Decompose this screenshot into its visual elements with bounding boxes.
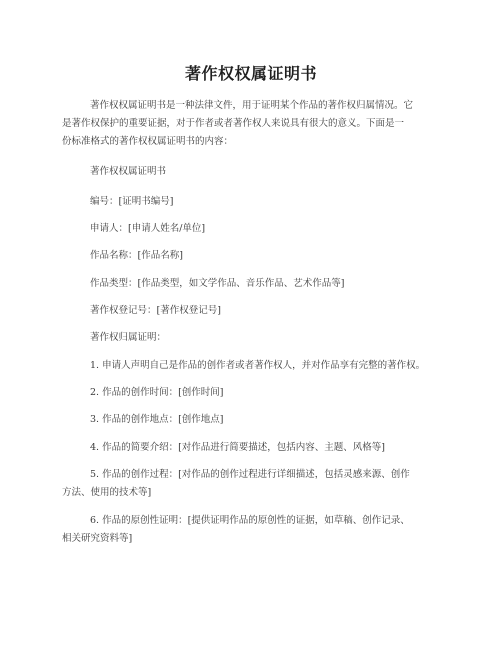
- list-item-continuation: 方法、使用的技术等]: [62, 487, 152, 498]
- list-item-continuation: 相关研究资料等]: [62, 533, 133, 544]
- list-item: 5. 作品的创作过程：[对作品的创作过程进行详细描述，包括灵感来源、创作: [90, 469, 410, 480]
- field-work-name: 作品名称：[作品名称]: [90, 250, 183, 261]
- list-item: 1. 申请人声明自己是作品的创作者或者著作权人，并对作品享有完整的著作权。: [90, 360, 426, 371]
- list-item: 4. 作品的简要介绍：[对作品进行简要描述，包括内容、主题、风格等]: [90, 442, 385, 453]
- proof-heading: 著作权归属证明：: [90, 332, 167, 343]
- field-registration: 著作权登记号：[著作权登记号]: [90, 305, 221, 316]
- list-item: 6. 作品的原创性证明：[提供证明作品的原创性的证据，如草稿、创作记录、: [90, 515, 410, 526]
- field-applicant: 申请人：[申请人姓名/单位]: [90, 223, 206, 234]
- list-item: 2. 作品的创作时间：[创作时间]: [90, 387, 224, 398]
- list-item: 3. 作品的创作地点：[创作地点]: [90, 414, 224, 425]
- document-title: 著作权权属证明书: [184, 64, 317, 83]
- certificate-heading: 著作权权属证明书: [90, 166, 167, 177]
- intro-line-1: 著作权权属证明书是一种法律文件，用于证明某个作品的著作权归属情况。它: [90, 100, 414, 111]
- intro-line-3: 份标准格式的著作权权属证明书的内容：: [62, 136, 234, 147]
- intro-line-2: 是著作权保护的重要证据，对于作者或者著作权人来说具有很大的意义。下面是一: [62, 118, 405, 129]
- field-work-type: 作品类型：[作品类型，如文学作品、音乐作品、艺术作品等]: [90, 278, 345, 289]
- field-number: 编号：[证明书编号]: [90, 196, 174, 207]
